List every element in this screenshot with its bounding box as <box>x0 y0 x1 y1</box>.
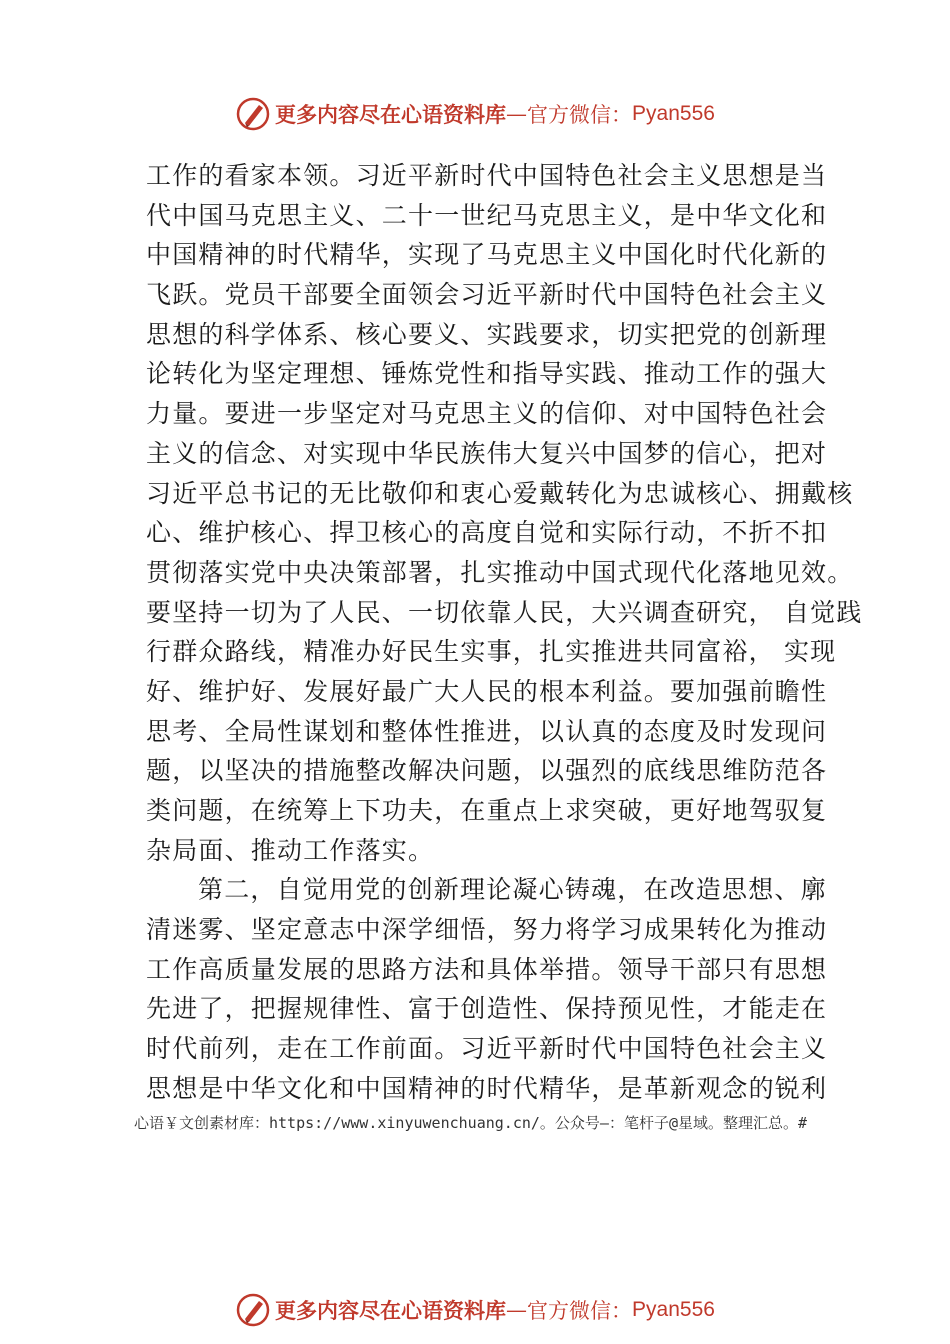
pen-logo-icon <box>235 96 271 132</box>
body-line: 力量。要进一步坚定对马克思主义的信仰、对中国特色社会 <box>146 399 828 429</box>
footer-source-note: 心语￥文创素材库：https://www.xinyuwenchuang.cn/。公众号—：笔杆子@星域。整理汇总。# <box>134 1114 808 1132</box>
body-line: 杂局面、推动工作落实。 <box>146 835 435 865</box>
footer-banner <box>0 1290 950 1330</box>
banner-title: 更多内容尽在心语资料库 <box>275 1298 507 1323</box>
body-line: 时代前列，走在工作前面。习近平新时代中国特色社会主义 <box>146 1034 828 1064</box>
body-line: 飞跃。党员干部要全面领会习近平新时代中国特色社会主义 <box>146 280 828 310</box>
header-banner <box>0 94 950 134</box>
body-line: 题，以坚决的措施整改解决问题，以强烈的底线思维防范各 <box>146 756 828 786</box>
body-line: 论转化为坚定理想、锤炼党性和指导实践、推动工作的强大 <box>146 359 828 389</box>
body-line: 心、维护核心、捍卫核心的高度自觉和实际行动，不折不扣 <box>146 518 828 548</box>
banner-separator: — <box>506 1298 528 1322</box>
pen-logo-icon <box>235 1292 271 1328</box>
body-line: 先进了，把握规律性、富于创造性、保持预见性，才能走在 <box>146 994 828 1024</box>
body-line: 思考、全局性谋划和整体性推进，以认真的态度及时发现问 <box>146 716 828 746</box>
body-line: 类问题，在统筹上下功夫，在重点上求突破，更好地驾驭复 <box>146 796 828 825</box>
banner-separator: — <box>506 102 528 126</box>
document-body <box>146 156 863 1109</box>
body-line: 思想的科学体系、核心要义、实践要求，切实把党的创新理 <box>146 319 828 349</box>
paragraph-start-line: 第二，自觉用党的创新理论凝心铸魂，在改造思想、廓 <box>198 875 827 905</box>
body-line: 习近平总书记的无比敬仰和衷心爱戴转化为忠诚核心、拥戴核 <box>146 478 854 508</box>
body-line: 贯彻落实党中央决策部署，扎实推动中国式现代化落地见效。 <box>146 557 854 587</box>
banner-wechat-label: 官方微信： <box>527 1299 633 1323</box>
body-line: 工作高质量发展的思路方法和具体举措。领导干部只有思想 <box>146 954 828 984</box>
body-line: 行群众路线，精准办好民生实事，扎实推进共同富裕， 实现 <box>146 637 837 667</box>
banner-wechat-id: Pyan556 <box>632 102 715 125</box>
body-line: 要坚持一切为了人民、一切依靠人民，大兴调查研究， 自觉践 <box>146 597 863 627</box>
body-line: 工作的看家本领。习近平新时代中国特色社会主义思想是当 <box>146 161 828 190</box>
body-line: 主义的信念、对实现中华民族伟大复兴中国梦的信心，把对 <box>146 438 828 468</box>
banner-wechat-id: Pyan556 <box>632 1298 715 1321</box>
body-line: 代中国马克思主义、二十一世纪马克思主义，是中华文化和 <box>146 200 828 230</box>
body-line: 思想是中华文化和中国精神的时代精华，是革新观念的锐利 <box>146 1073 828 1103</box>
banner-title: 更多内容尽在心语资料库 <box>275 102 507 127</box>
body-line: 中国精神的时代精华，实现了马克思主义中国化时代化新的 <box>146 240 828 270</box>
banner-wechat-label: 官方微信： <box>527 103 633 127</box>
body-line: 好、维护好、发展好最广大人民的根本利益。要加强前瞻性 <box>146 676 828 706</box>
body-line: 清迷雾、坚定意志中深学细悟，努力将学习成果转化为推动 <box>146 915 828 945</box>
